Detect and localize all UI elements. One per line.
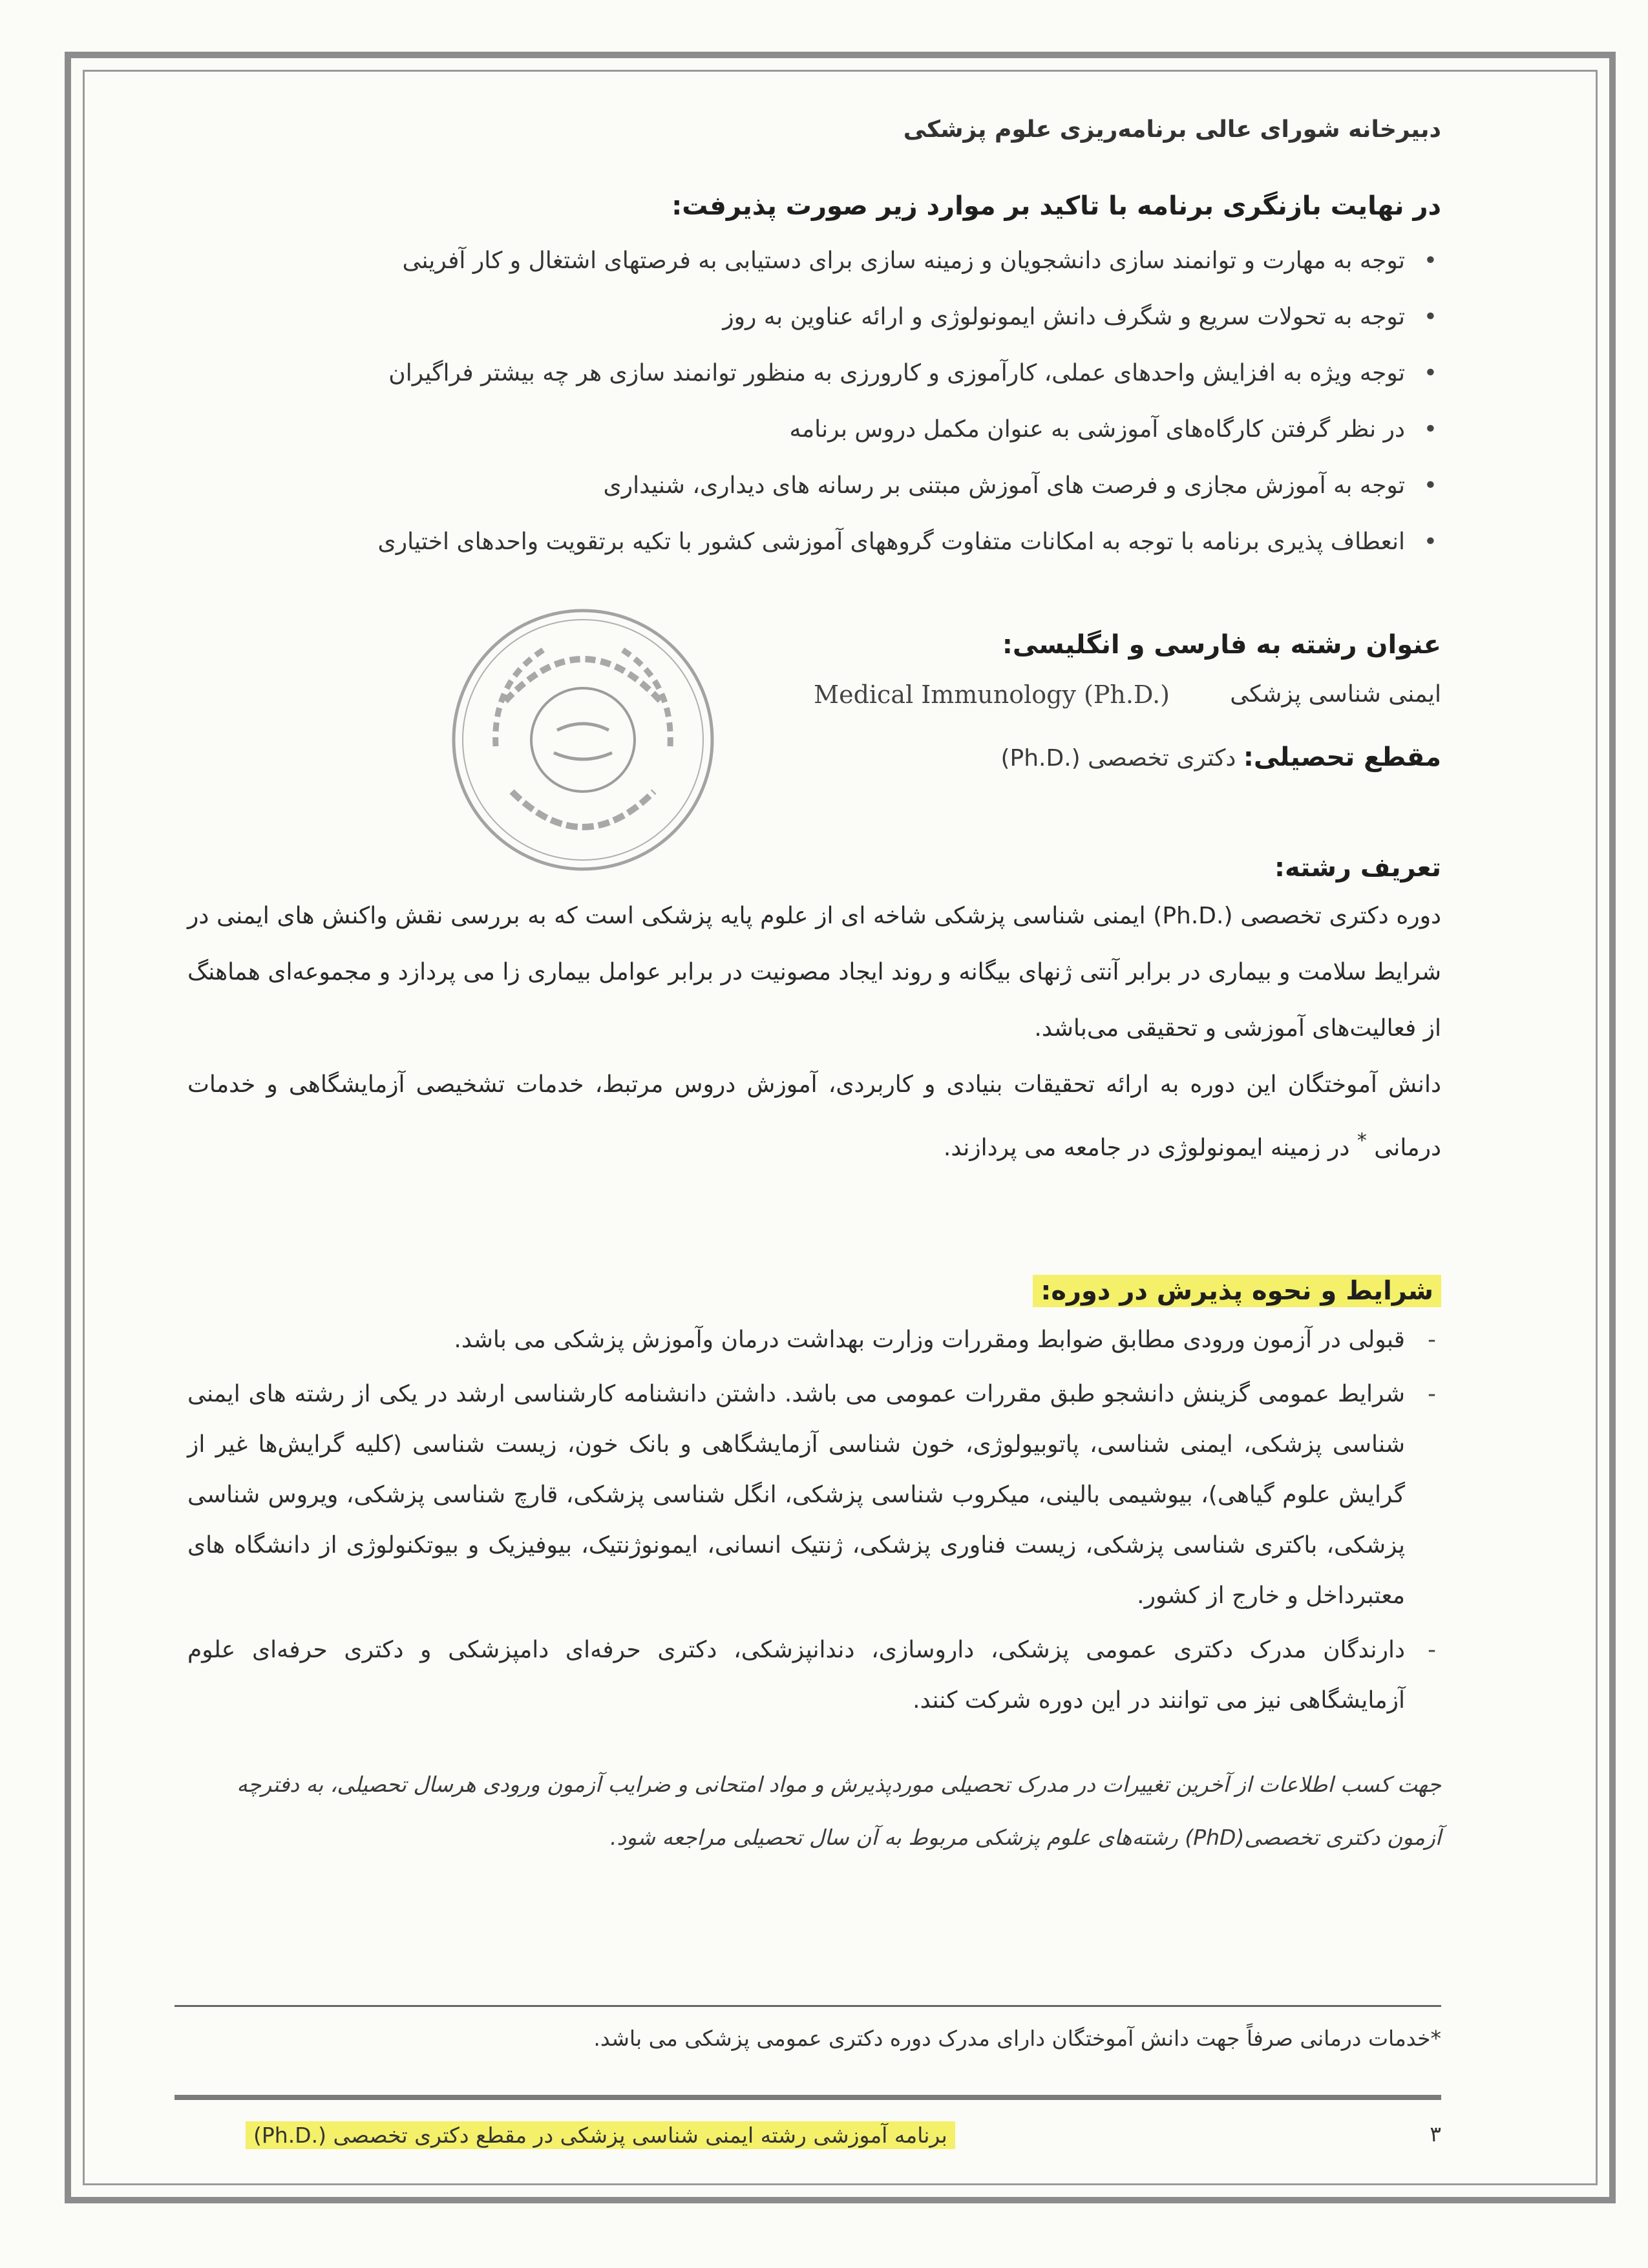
list-item: • انعطاف پذیری برنامه با توجه به امکانات متفاوت گروههای آموزشی کشور با تکیه برتقویت واحدهای اختیاری [123,514,1441,570]
definition-paragraph-2b: در زمینه ایمونولوژی در جامعه می پردازند. [943,1135,1350,1161]
list-item: - قبولی در آزمون ورودی مطابق ضوابط ومقررات وزارت بهداشت درمان وآموزش پزشکی می باشد. [187,1315,1441,1365]
list-item: • توجه به آموزش مجازی و فرصت های آموزش مبتنی بر رسانه های دیداری، شنیداری [123,457,1441,514]
title-heading: عنوان رشته به فارسی و انگلیسی: [1002,630,1441,660]
footnote-divider [174,2005,1441,2007]
page-number: ۳ [1430,2121,1441,2147]
title-row [123,675,1441,714]
definition-heading: تعریف رشته: [1274,853,1441,883]
persian-title: ایمنی شناسی پزشکی [1230,681,1441,708]
revision-heading: در نهایت بازنگری برنامه با تاکید بر موارد زیر صورت پذیرفت: [671,191,1441,221]
definition-section [187,853,1441,1176]
level-label: مقطع تحصیلی: [1243,742,1441,772]
definition-paragraph-2a: دانش آموختگان این دوره به ارائه تحقیقات بنیادی و کاربردی، آموزش دروس مرتبط، خدمات تشخیصی آزمایشگاهی و خدمات درمانی [187,1071,1441,1161]
program-title: برنامه آموزشی رشته ایمنی شناسی پزشکی در مقطع دکتری تخصصی (.Ph.D) [246,2121,955,2149]
admission-section [187,1276,1441,1864]
list-item: • توجه به مهارت و توانمند سازی دانشجویان و زمینه سازی برای دستیابی به فرصتهای اشتغال و کار آفرینی [123,233,1441,289]
footer-divider [174,2095,1441,2100]
admission-heading-wrap [187,1276,1441,1306]
list-item: - دارندگان مدرک دکتری عمومی پزشکی، داروسازی، دندانپزشکی، دکتری حرفه‌ای دامپزشکی و دکتری حرفه‌ای علوم آزمایشگاهی نیز می توانند در این دوره شرکت کنند. [187,1625,1441,1726]
definition-paragraph-1: دوره دکتری تخصصی (.Ph.D) ایمنی شناسی پزشکی شاخه ای از علوم پایه پزشکی است که به بررسی نقش واکنش های ایمنی در شرایط سلامت و بیماری در برابر آنتی ژنهای بیگانه و روند ایجاد مصونیت در برابر عوامل بیماری زا می پردازد و مجموعه‌ای هماهنگ از فعالیت‌های آموزشی و تحقیقی می‌باشد. [187,903,1441,1042]
list-item: - شرایط عمومی گزینش دانشجو طبق مقررات عمومی می باشد. داشتن دانشنامه کارشناسی ارشد در یکی از رشته های ایمنی شناسی پزشکی، ایمنی شناسی، پاتوبیولوژی، خون شناسی آزمایشگاهی و بانک خون، زیست شناسی (کلیه گرایش‌ها غیر از گرایش علوم گیاهی)، بیوشیمی بالینی، میکروب شناسی پزشکی، انگل شناسی پزشکی، قارچ شناسی پزشکی، ویروس شناسی پزشکی، باکتری شناسی پزشکی، زیست فناوری پزشکی، ژنتیک انسانی، ایمونوژنتیک، بیوفیزیک و بیوتکنولوژی از دانشگاه های معتبرداخل و خارج از کشور. [187,1369,1441,1621]
level-value: دکتری تخصصی (.Ph.D) [1000,745,1236,772]
revision-bullets [123,233,1441,570]
english-title: Medical Immunology (Ph.D.) [814,680,1170,709]
list-item: • در نظر گرفتن کارگاه‌های آموزشی به عنوان مکمل دروس برنامه [123,401,1441,457]
definition-paragraph-2 [187,1056,1441,1176]
footer [246,2121,1441,2160]
level-row [123,742,1441,772]
list-item: • توجه ویژه به افزایش واحدهای عملی، کارآموزی و کارورزی به منظور توانمند سازی هر چه بیشتر فراگیران [123,345,1441,401]
header-title: دبیرخانه شورای عالی برنامه‌ریزی علوم پزشکی [903,116,1441,143]
title-section [123,630,1441,772]
footnote: *خدمات درمانی صرفاً جهت دانش آموختگان دارای مدرک دوره دکتری عمومی پزشکی می باشد. [593,2026,1441,2051]
admission-items [187,1315,1441,1726]
revision-section [123,191,1441,570]
admission-note: جهت کسب اطلاعات از آخرین تغییرات در مدرک تحصیلی موردپذیرش و مواد امتحانی و ضرایب آزمون ورودی هرسال تحصیلی، به دفترچه آزمون دکتری تخصصی(PhD) رشته‌های علوم پزشکی مربوط به آن سال تحصیلی مراجعه شود. [237,1772,1441,1850]
admission-heading: شرایط و نحوه پذیرش در دوره: [1033,1275,1441,1307]
asterisk-mark: * [1357,1129,1367,1152]
list-item: • توجه به تحولات سریع و شگرف دانش ایمونولوژی و ارائه عناوین به روز [123,289,1441,345]
